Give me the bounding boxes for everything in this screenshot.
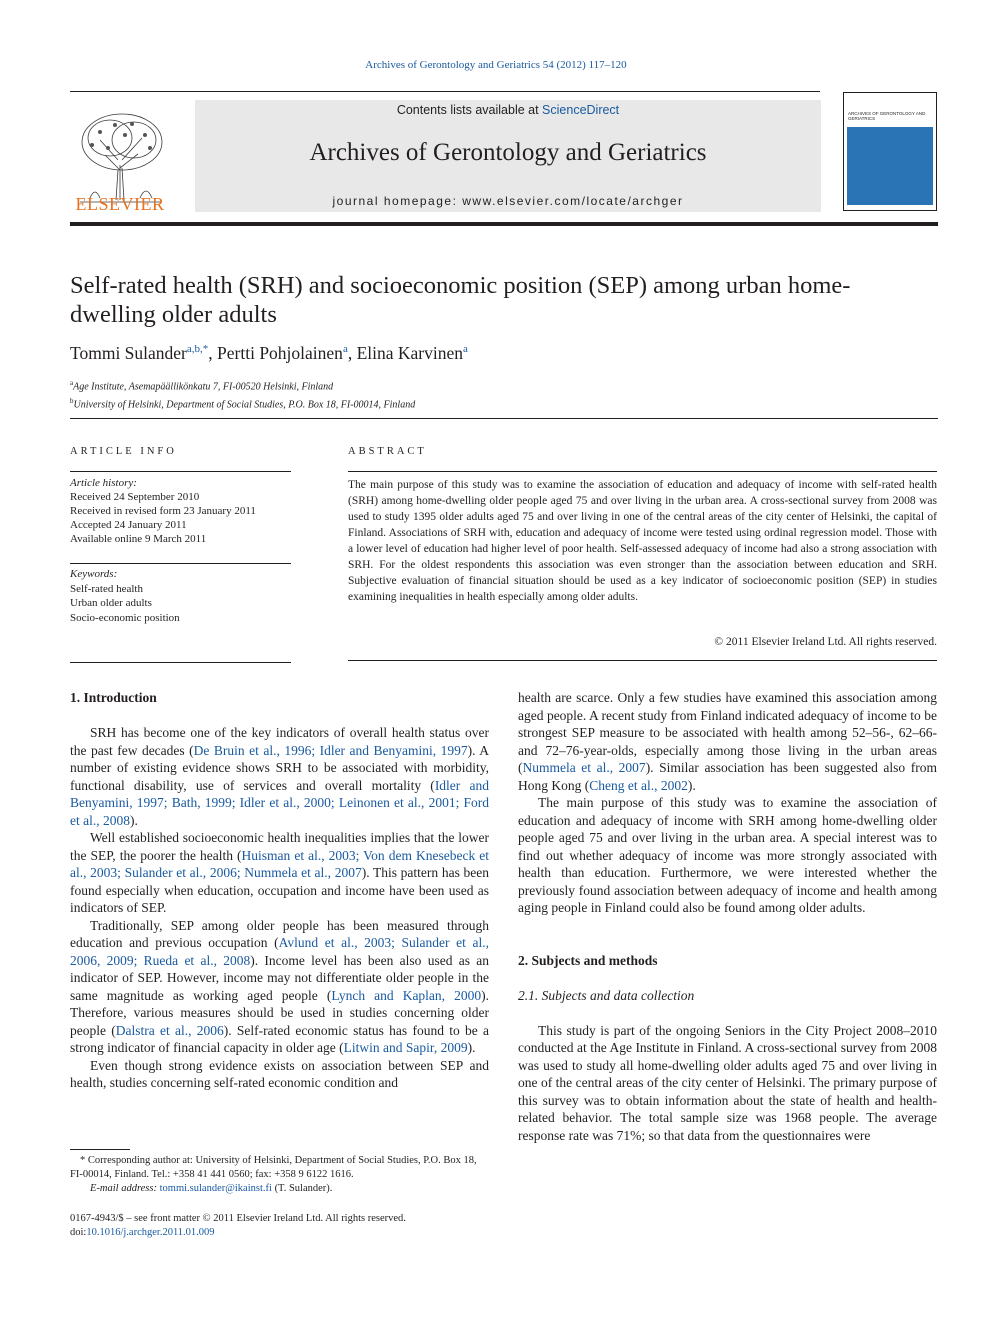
header-thick-rule — [70, 222, 938, 226]
body-left-column — [70, 689, 489, 1092]
sciencedirect-link[interactable]: ScienceDirect — [542, 103, 620, 117]
paragraph: Traditionally, SEP among older people has been measured through education and previous occupation (Avlund et al., 2003; Sulander et al., 2006, 2009; Rueda et al., 2008). Income level has been also used as an indicator of SEP. However, income may not differentiate older people in the same magnitude as working aged people (Lynch and Kaplan, 2000). Therefore, various measures should be used in studies concerning older people (Dalstra et al., 2006). Self-rated economic status has found to be a strong indicator of financial capacity in older age (Litwin and Sapir, 2009). — [70, 917, 489, 1055]
author-list: Tommi Sulander$^{a,b,*}$, Pertti Pohjolainen$^a$, Elina Karvinen$^a$ — [70, 343, 468, 363]
paragraph: The main purpose of this study was to examine the association of education and adequacy of income with SRH among home-dwelling older people aged 75 and over living in the urban area. A special interest was to find out whether adequacy of income was more strongly associated with health than education. Furthermore, we were interested whether the previously found association between adequacy of income and health among aging people in Finland could also be found among older adults. — [518, 795, 937, 915]
journal-citation[interactable]: Archives of Gerontology and Geriatrics 54 (2012) 117–120 — [365, 59, 627, 71]
affiliations — [70, 376, 415, 413]
header-top-rule — [70, 91, 820, 92]
article-info-rule — [70, 662, 291, 663]
paragraph: This study is part of the ongoing Seniors in the City Project 2008–2010 conducted at the Age Institute in Finland. A cross-sectional survey from 2008 was used to study all home-dwelling older adults aged 75 and over living in one of the central areas of the city center of Helsinki. The primary purpose of this survey was to obtain information about the state of health and health-related behavior. The total sample size was 1968 people. The average response rate was 71%; so that data from the questionnaires were — [518, 1022, 937, 1143]
citation-link[interactable]: Avlund et al., 2003; Sulander et al., 2006, 2009; Rueda et al., 2008 — [70, 935, 489, 968]
front-matter: 0167-4943/$ – see front matter © 2011 Elsevier Ireland Ltd. All rights reserved. doi:10.1016/j.archger.2011.01.009 — [70, 1213, 406, 1238]
author-name[interactable]: Tommi Sulander — [70, 343, 187, 363]
affiliation-rule — [70, 418, 938, 419]
citation-link[interactable]: Nummela et al., 2007 — [522, 760, 646, 775]
keyword: Urban older adults — [70, 597, 152, 609]
copyright-notice: © 2011 Elsevier Ireland Ltd. All rights reserved. — [714, 636, 937, 648]
history-label: Article history: — [70, 477, 137, 489]
history-item: Accepted 24 January 2011 — [70, 519, 187, 531]
contents-prefix: Contents lists available at — [396, 103, 543, 117]
author-name[interactable]: Elina Karvinen — [356, 343, 463, 363]
affiliation: $^b$University of Helsinki, Department of Social Studies, P.O. Box 18, FI-00014, Finland — [70, 397, 416, 411]
keywords-label: Keywords: — [70, 568, 118, 580]
corresponding-author-footnote: * Corresponding author at: University of Helsinki, Department of Social Studies, P.O. Box 18, FI-00014, Finland. Tel.: +358 41 441 0560; fax: +358 9 6122 1616. E-mail address: tommi.sulander@ikainst.fi (T. Sulander). — [70, 1154, 490, 1196]
body-right-column — [518, 689, 937, 1144]
article-info-heading: ARTICLE INFO — [70, 446, 177, 457]
footnote-rule — [70, 1149, 130, 1150]
article-title: Self-rated health (SRH) and socioeconomic position (SEP) among urban home-dwelling older adults — [70, 272, 851, 328]
keyword: Self-rated health — [70, 582, 143, 595]
author-affil-marker[interactable]: a,b,* — [186, 343, 209, 356]
author-affil-marker[interactable]: a — [342, 343, 348, 356]
citation-link[interactable]: Dalstra et al., 2006 — [115, 1022, 224, 1038]
keyword: Socio-economic position — [70, 611, 180, 624]
subsection-heading: 2.1. Subjects and data collection — [518, 987, 695, 1003]
doi-link[interactable]: 10.1016/j.archger.2011.01.009 — [86, 1227, 215, 1238]
cover-title: ARCHIVES OF GERONTOLOGY AND GERIATRICS — [848, 111, 926, 121]
author-name[interactable]: Pertti Pohjolainen — [217, 343, 343, 363]
citation-link[interactable]: Idler and Benyamini, 1997; Bath, 1999; Idler et al., 2000; Leinonen et al., 2001; Ford et al., 2008 — [70, 777, 489, 828]
paragraph: Well established socioeconomic health inequalities implies that the lower the SEP, the poorer the health (Huisman et al., 2003; Von dem Knesebeck et al., 2003; Sulander et al., 2006; Nummela et al., 2007). This pattern has been found especially when education, occupation and income have been used as indicators of SEP. — [70, 830, 489, 915]
issn-line: 0167-4943/$ – see front matter © 2011 Elsevier Ireland Ltd. All rights reserved. — [70, 1213, 406, 1224]
citation-link[interactable]: Litwin and Sapir, 2009 — [343, 1040, 468, 1055]
citation-link[interactable]: De Bruin et al., 1996; Idler and Benyamini, 1997 — [193, 742, 468, 758]
paragraph: health are scarce. Only a few studies have examined this association among aged people. A recent study from Finland indicated adequacy of income to be strongest SEP measure to be associated with health among 52–56-, 62–66- and 72–76-year-olds, especially among those living in the urban areas (Nummela et al., 2007). Similar association has been suggested also from Hong Kong (Cheng et al., 2002). — [518, 690, 937, 793]
journal-cover-thumbnail[interactable] — [843, 92, 937, 211]
author-affil-marker[interactable]: a — [463, 343, 468, 356]
email-label: E-mail address: — [90, 1183, 160, 1194]
abstract-rule — [348, 471, 937, 472]
abstract-heading: ABSTRACT — [348, 446, 427, 457]
contents-available-line — [195, 103, 821, 117]
citation-link[interactable]: Cheng et al., 2002 — [589, 777, 688, 793]
homepage-url[interactable]: www.elsevier.com/locate/archger — [462, 194, 684, 208]
affiliation: $^a$Age Institute, Asemapäällikönkatu 7, FI-00520 Helsinki, Finland — [70, 379, 334, 393]
history-item: Available online 9 March 2011 — [70, 533, 207, 545]
article-info-rule — [70, 471, 291, 472]
keywords — [70, 567, 180, 625]
homepage-prefix: journal homepage: — [332, 194, 463, 208]
citation-link[interactable]: Lynch and Kaplan, 2000 — [331, 987, 482, 1003]
citation-link[interactable]: Huisman et al., 2003; Von dem Knesebeck et al., 2003; Sulander et al., 2006; Nummela et al., 2007 — [70, 847, 489, 880]
corresponding-author: * Corresponding author at: University of Helsinki, Department of Social Studies, P.O. Box 18, FI-00014, Finland. Tel.: +358 41 441 0560; fax: +358 9 6122 1616. — [70, 1155, 477, 1180]
history-item: Received 24 September 2010 — [70, 491, 200, 503]
email-link[interactable]: tommi.sulander@ikainst.fi — [159, 1183, 272, 1194]
elsevier-logo[interactable]: ELSEVIER — [75, 194, 165, 214]
paragraph: Even though strong evidence exists on association between SEP and health, studies concerning self-rated economic condition and — [70, 1057, 489, 1090]
history-item: Received in revised form 23 January 2011 — [70, 505, 256, 517]
abstract-rule — [348, 660, 937, 661]
abstract-text: The main purpose of this study was to examine the association of education and adequacy of income with self-rated health (SRH) among home-dwelling older people aged 75 and over living in the urban area. A cross-sectional survey from 2008 was used to study 1395 older adults aged 75 and over living in one of the central areas of the city center of Helsinki, the capital of Finland. Associations of SRH with, education and adequacy of income were tested using ordinal regression model. Those with a lower level of education had higher level of poor health. Self-assessed adequacy of income had also a strong association with SRH. For the oldest respondents this association was even stronger than the association between education and SRH. Subjective evaluation of financial situation should be used as a key indicator of socioeconomic position (SEP) in studies examining inequalities in health especially among older adults. — [348, 479, 937, 603]
journal-title: Archives of Gerontology and Geriatrics — [309, 139, 707, 166]
section-heading: 2. Subjects and methods — [518, 952, 658, 968]
article-history — [70, 476, 256, 546]
paragraph: SRH has become one of the key indicators of overall health status over the past few decades (De Bruin et al., 1996; Idler and Benyamini, 1997). A number of existing evidence shows SRH to be associated with morbidity, functional disability, use of services and overall mortality (Idler and Benyamini, 1997; Bath, 1999; Idler et al., 2000; Leinonen et al., 2001; Ford et al., 2008). — [70, 725, 490, 828]
section-heading: 1. Introduction — [70, 690, 157, 705]
cover-image — [847, 127, 933, 205]
journal-homepage — [195, 194, 821, 208]
article-info-rule — [70, 563, 291, 564]
